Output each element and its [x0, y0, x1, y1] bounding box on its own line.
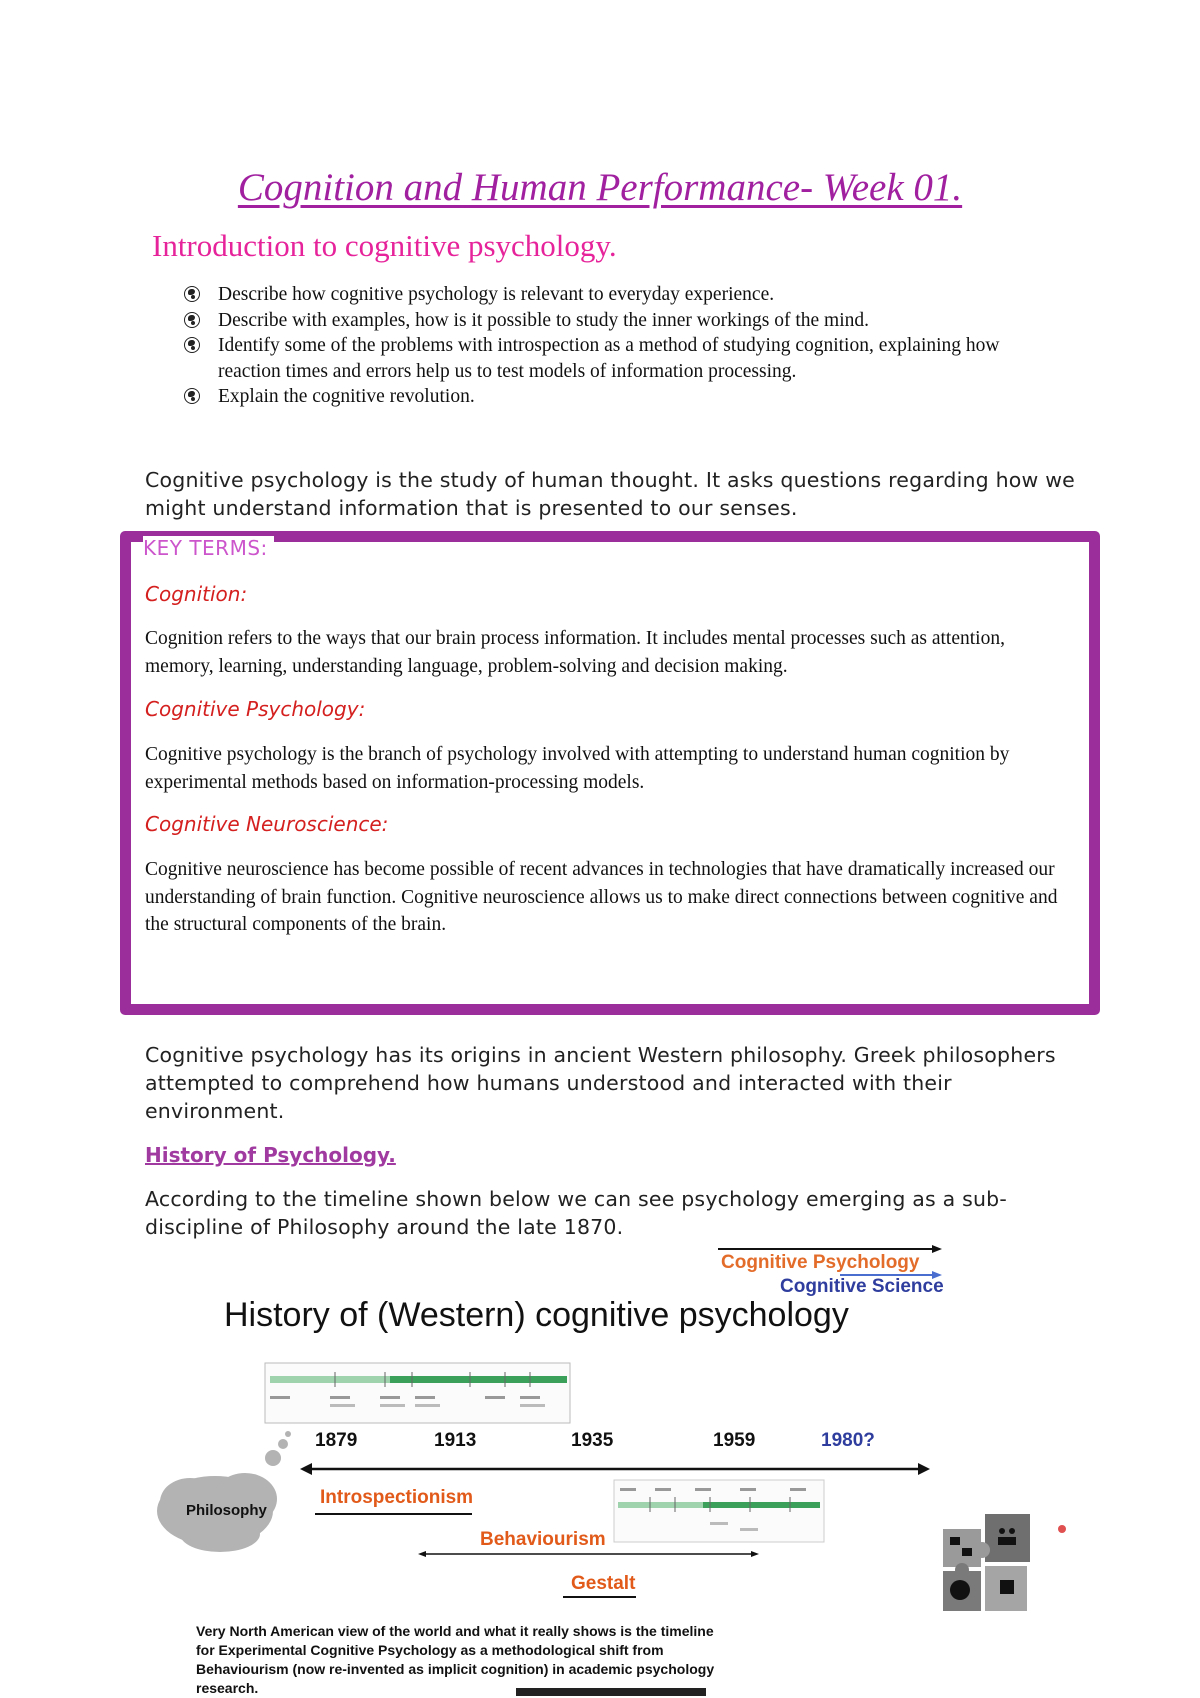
year-label: 1913 — [434, 1430, 477, 1451]
globe-bullet-icon — [184, 388, 200, 404]
term-cognition: Cognition: — [145, 582, 248, 606]
term-cognitive-neuroscience: Cognitive Neuroscience: — [145, 812, 389, 836]
history-heading: History of Psychology. — [145, 1143, 396, 1167]
history-timeline-figure — [150, 1244, 1080, 1696]
learning-objectives-list — [180, 282, 1060, 410]
era-gestalt: Gestalt — [571, 1573, 636, 1594]
list-item: Describe with examples, how is it possible to study the inner workings of the mind. — [180, 308, 1060, 334]
era-introspectionism: Introspectionism — [320, 1487, 474, 1508]
document-title: Cognition and Human Performance- Week 01. — [237, 166, 963, 209]
list-item: Explain the cognitive revolution. — [180, 384, 1060, 410]
intro-paragraph: Cognitive psychology is the study of human thought. It asks questions regarding how we might understand information that is presented to our senses. — [145, 468, 1075, 520]
arrowhead-icon — [300, 1463, 312, 1475]
list-item: Describe how cognitive psychology is relevant to everyday experience. — [180, 282, 1060, 308]
inset-timeline-thumbnail-2 — [614, 1480, 824, 1542]
figure-caption: Very North American view of the world and what it really shows is the timeline for Experimental Cognitive Psychology as a methodological shift from Behaviourism (now re-invented as implicit cognition) in academic psychology research. — [196, 1623, 715, 1696]
document-subtitle: Introduction to cognitive psychology. — [152, 228, 617, 263]
key-terms-heading: KEY TERMS: — [143, 536, 274, 560]
philosophy-cloud-icon — [157, 1431, 291, 1552]
arrowhead-icon — [918, 1463, 930, 1475]
globe-bullet-icon — [184, 337, 200, 353]
year-label: 1935 — [571, 1430, 614, 1451]
era-behaviourism: Behaviourism — [480, 1529, 606, 1550]
inset-timeline-thumbnail — [265, 1363, 570, 1423]
legend-cognitive-science: Cognitive Science — [780, 1276, 944, 1297]
arrowhead-icon — [932, 1245, 942, 1253]
timeline-paragraph: According to the timeline shown below we can see psychology emerging as a sub-discipline of Philosophy around the late 1870. — [145, 1187, 1007, 1239]
year-label: 1980? — [821, 1430, 875, 1451]
definition-cognitive-neuroscience: Cognitive neuroscience has become possible of recent advances in technologies that have dramatically increased our understanding of brain function. Cognitive neuroscience allows us to make direct connections between cognitive and the structural components of the brain. — [145, 859, 1058, 935]
definition-cognition: Cognition refers to the ways that our brain process information. It includes mental processes such as attention, memory, learning, understanding language, problem-solving and decision making. — [145, 628, 1005, 677]
year-label: 1959 — [713, 1430, 756, 1451]
arrowhead-icon — [751, 1551, 759, 1557]
philosophy-label: Philosophy — [186, 1502, 267, 1519]
arrowhead-icon — [418, 1551, 426, 1557]
puzzle-pieces-icon — [943, 1514, 1066, 1611]
origins-paragraph: Cognitive psychology has its origins in ancient Western philosophy. Greek philosophers attempted to comprehend how humans understood and interacted with their environment. — [145, 1043, 1056, 1123]
figure-title: History of (Western) cognitive psychology — [224, 1296, 849, 1334]
globe-bullet-icon — [184, 286, 200, 302]
term-cognitive-psychology: Cognitive Psychology: — [145, 697, 366, 721]
list-item: Identify some of the problems with introspection as a method of studying cognition, explaining how reaction times and errors help us to test models of information processing. — [180, 333, 1060, 384]
year-label: 1879 — [315, 1430, 358, 1451]
globe-bullet-icon — [184, 312, 200, 328]
definition-cognitive-psychology: Cognitive psychology is the branch of psychology involved with attempting to understand human cognition by experimental methods based on information-processing models. — [145, 744, 1010, 793]
legend-cognitive-psychology: Cognitive Psychology — [721, 1252, 920, 1273]
